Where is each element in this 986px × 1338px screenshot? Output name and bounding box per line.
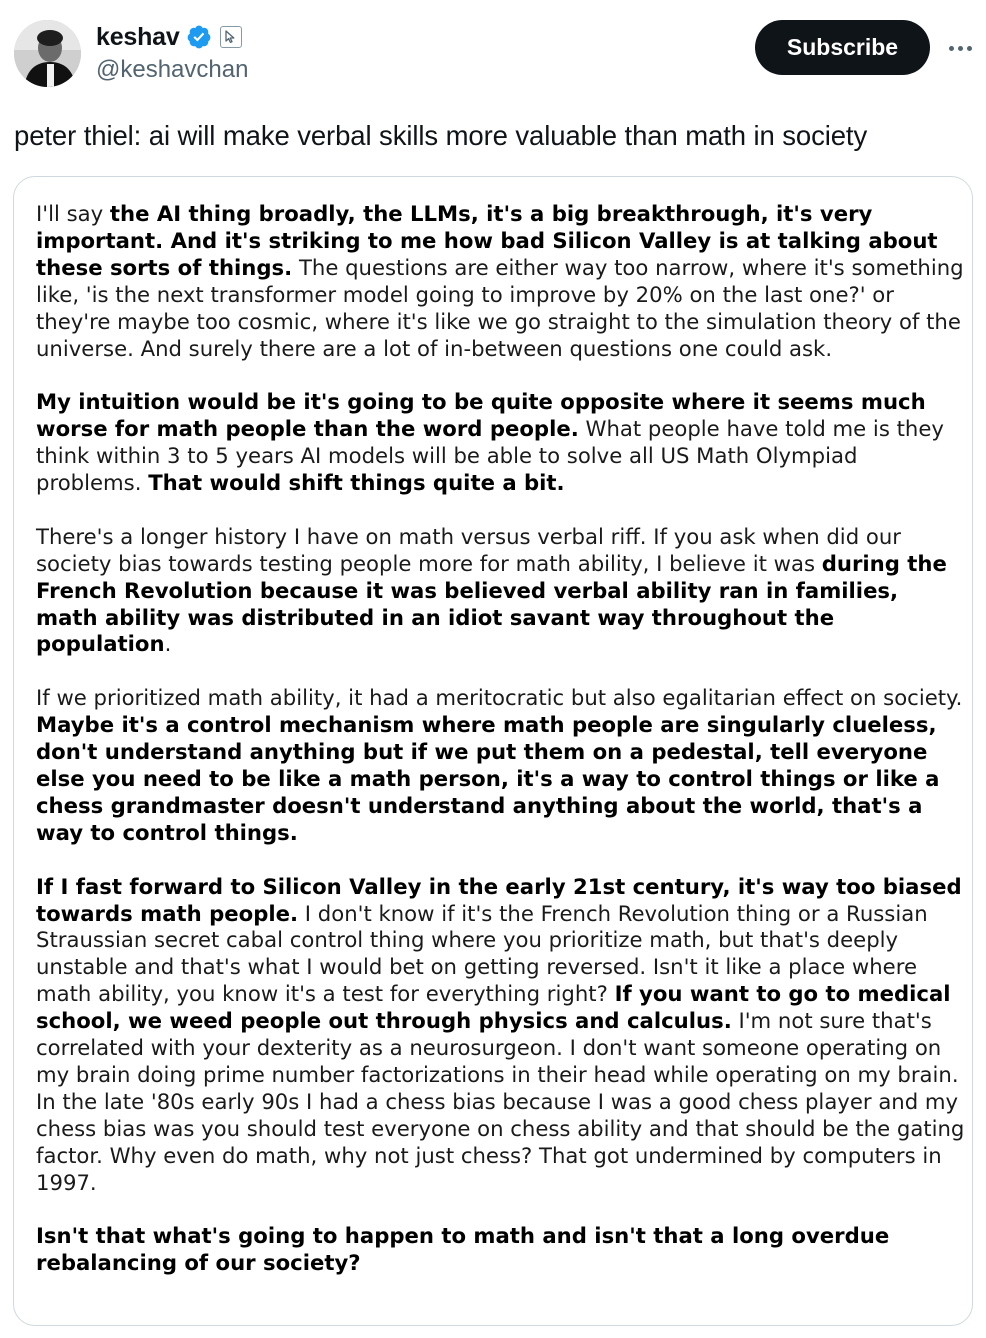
quote-bold-span: Maybe it's a control mechanism where math people are singularly clueless, don't understand anything but if we put them on a pedestal, tell everyone else you need to be like a math person, it's a way to control things or like a chess grandmaster doesn't understand anything about the world, that's a way to control things. bbox=[36, 712, 940, 845]
quote-paragraph bbox=[36, 685, 966, 846]
quote-paragraph bbox=[36, 524, 966, 659]
tweet-text: peter thiel: ai will make verbal skills more valuable than math in society bbox=[14, 120, 868, 151]
dot-icon bbox=[958, 46, 963, 51]
quote-span: . bbox=[164, 631, 172, 657]
avatar-image bbox=[14, 20, 81, 87]
dot-icon bbox=[949, 46, 954, 51]
name-row bbox=[96, 20, 242, 54]
quote-bold-span: Isn't that what's going to happen to math and isn't that a long overdue rebalancing of our society? bbox=[36, 1223, 890, 1276]
dot-icon bbox=[967, 46, 972, 51]
media-card-image[interactable] bbox=[13, 176, 973, 1326]
quote-span: There's a longer history I have on math versus verbal riff. If you ask when did our society bias towards testing people more for math ability, I believe it was bbox=[36, 523, 901, 576]
avatar[interactable] bbox=[14, 20, 81, 87]
subscribe-button[interactable]: Subscribe bbox=[755, 20, 930, 75]
quote-span: I'm not sure that's correlated with your dexterity as a neurosurgeon. I don't want someone operating on my brain doing prime number factorizations in their head while operating on my brain. In the late '80s early 90s I had a chess bias because I was a good chess player and my chess bias was you should test everyone on chess ability and that should be the gating factor. Why even do math, why not just chess? That got undermined by computers in 1997. bbox=[36, 1008, 965, 1195]
quote-bold-span: My intuition would be it's going to be quite opposite where it seems much worse for math people than the word people. bbox=[36, 389, 926, 442]
quote-span: If we prioritized math ability, it had a meritocratic but also egalitarian effect on society. bbox=[36, 685, 963, 711]
quote-text bbox=[36, 201, 966, 1304]
quote-bold-span: If you want to go to medical school, we weed people out through physics and calculus. bbox=[36, 981, 951, 1034]
display-name[interactable]: keshav bbox=[96, 22, 180, 51]
quote-bold-span: That would shift things quite a bit. bbox=[148, 470, 565, 496]
quote-span: I'll say bbox=[36, 201, 110, 226]
quote-bold-span: the AI thing broadly, the LLMs, it's a big breakthrough, it's very important. And it's striking to me how bad Silicon Valley is at talking about these sorts of things. bbox=[36, 201, 938, 280]
quote-paragraph bbox=[36, 874, 966, 1197]
tweet-header bbox=[0, 0, 986, 100]
quote-span: The questions are either way too narrow, where it's something like, 'is the next transformer model going to improve by 20% on the last one?' or they're maybe too cosmic, where it's like we go straight to the simulation theory of the universe. And surely there are a lot of in-between questions one could ask. bbox=[36, 254, 964, 361]
user-handle[interactable]: @keshavchan bbox=[96, 56, 249, 83]
quote-bold-span: If I fast forward to Silicon Valley in the early 21st century, it's way too biased towards math people. bbox=[36, 873, 962, 926]
quote-span: I don't know if it's the French Revolution thing or a Russian Straussian secret cabal control thing where you prioritize math, but that's deeply unstable and that's what I would bet on getting reversed. Isn't it like a place where math ability, you know it's a test for everything right? bbox=[36, 900, 928, 1007]
more-options-icon[interactable] bbox=[942, 34, 978, 62]
quote-span: What people have told me is they think within 3 to 5 years AI models will be able to solve all US Math Olympiad problems. bbox=[36, 416, 944, 496]
quote-bold-span: during the French Revolution because it was believed verbal ability ran in families, math ability was distributed in an idiot savant way throughout the population bbox=[36, 550, 947, 657]
quote-paragraph bbox=[36, 201, 966, 362]
cursor-icon bbox=[220, 26, 242, 48]
verified-badge-icon bbox=[186, 24, 212, 50]
quote-paragraph bbox=[36, 1223, 966, 1277]
quote-paragraph bbox=[36, 389, 966, 497]
